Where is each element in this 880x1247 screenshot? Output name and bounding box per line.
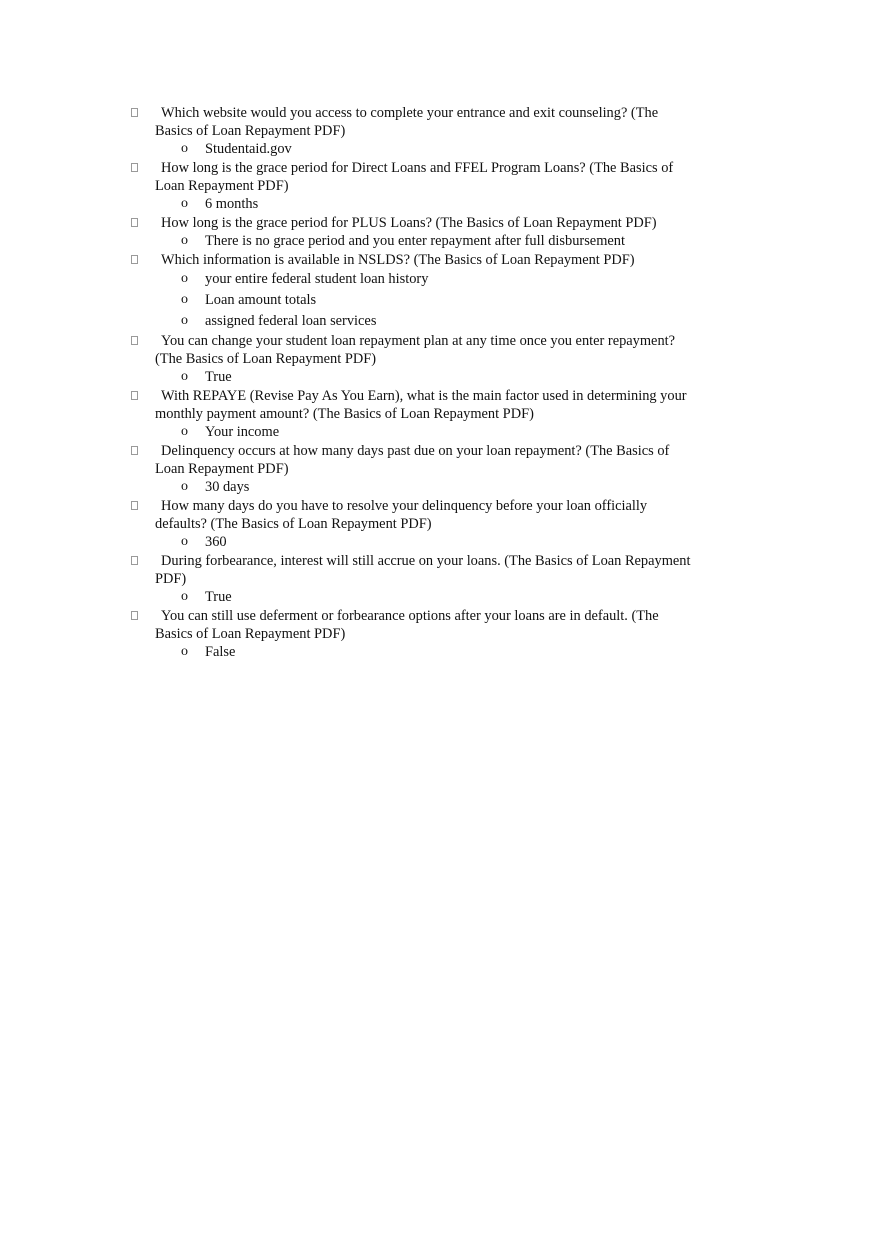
answer-item: [131, 140, 691, 158]
question-item: [131, 442, 691, 496]
question-item: [131, 104, 691, 158]
question-item: [131, 332, 691, 386]
answer-item: [131, 311, 691, 331]
answer-text: True: [205, 589, 232, 605]
answer-item: [131, 423, 691, 441]
answer-list: [131, 368, 691, 386]
answer-item: [131, 195, 691, 213]
checkbox-bullet-icon: [131, 556, 138, 565]
question-text: During forbearance, interest will still accrue on your loans. (The Basics of Loan Repayment PDF): [155, 553, 691, 587]
answer-text: assigned federal loan services: [205, 313, 377, 329]
answer-list: [131, 140, 691, 158]
question-text: How long is the grace period for PLUS Loans? (The Basics of Loan Repayment PDF): [161, 215, 657, 231]
question-text: You can still use deferment or forbearance options after your loans are in default. (The Basics of Loan Repayment PDF): [155, 608, 659, 642]
circle-bullet-icon: o: [181, 424, 188, 439]
checkbox-bullet-icon: [131, 391, 138, 400]
question: [131, 214, 691, 232]
circle-bullet-icon: o: [181, 534, 188, 549]
answer-text: There is no grace period and you enter repayment after full disbursement: [205, 233, 625, 249]
circle-bullet-icon: o: [181, 271, 188, 286]
question-text: How long is the grace period for Direct Loans and FFEL Program Loans? (The Basics of Loan Repayment PDF): [155, 160, 674, 194]
checkbox-bullet-icon: [131, 163, 138, 172]
circle-bullet-icon: o: [181, 313, 188, 328]
answer-item: [131, 643, 691, 661]
question-list: [131, 104, 691, 662]
question: [131, 497, 691, 533]
question-text: With REPAYE (Revise Pay As You Earn), what is the main factor used in determining your monthly payment amount? (The Basics of Loan Repayment PDF): [155, 388, 687, 422]
circle-bullet-icon: o: [181, 196, 188, 211]
circle-bullet-icon: o: [181, 589, 188, 604]
answer-list: [131, 232, 691, 250]
answer-item: [131, 588, 691, 606]
circle-bullet-icon: o: [181, 233, 188, 248]
question: [131, 332, 691, 368]
answer-list: [131, 478, 691, 496]
question: [131, 552, 691, 588]
answer-list: [131, 269, 691, 331]
checkbox-bullet-icon: [131, 611, 138, 620]
answer-text: Your income: [205, 424, 280, 440]
checkbox-bullet-icon: [131, 336, 138, 345]
answer-item: [131, 232, 691, 250]
question: [131, 442, 691, 478]
question-text: Which website would you access to complete your entrance and exit counseling? (The Basics of Loan Repayment PDF): [155, 105, 659, 139]
answer-list: [131, 643, 691, 661]
circle-bullet-icon: o: [181, 369, 188, 384]
question-text: Delinquency occurs at how many days past due on your loan repayment? (The Basics of Loan Repayment PDF): [155, 443, 670, 477]
answer-list: [131, 588, 691, 606]
circle-bullet-icon: o: [181, 141, 188, 156]
circle-bullet-icon: o: [181, 644, 188, 659]
question: [131, 251, 691, 269]
question: [131, 387, 691, 423]
answer-text: False: [205, 644, 236, 660]
question: [131, 104, 691, 140]
answer-text: 6 months: [205, 196, 259, 212]
checkbox-bullet-icon: [131, 501, 138, 510]
answer-text: 30 days: [205, 479, 250, 495]
checkbox-bullet-icon: [131, 446, 138, 455]
question-item: [131, 552, 691, 606]
checkbox-bullet-icon: [131, 218, 138, 227]
question: [131, 159, 691, 195]
answer-list: [131, 533, 691, 551]
checkbox-bullet-icon: [131, 255, 138, 264]
answer-item: [131, 269, 691, 289]
answer-text: Loan amount totals: [205, 292, 317, 308]
circle-bullet-icon: o: [181, 292, 188, 307]
question-text: How many days do you have to resolve your delinquency before your loan officially defaults? (The Basics of Loan Repayment PDF): [155, 498, 648, 532]
question-text: You can change your student loan repayment plan at any time once you enter repayment? (The Basics of Loan Repayment PDF): [155, 333, 676, 367]
answer-item: [131, 533, 691, 551]
circle-bullet-icon: o: [181, 479, 188, 494]
question-item: [131, 214, 691, 250]
answer-text: your entire federal student loan history: [205, 271, 429, 287]
answer-list: [131, 195, 691, 213]
question-item: [131, 607, 691, 661]
answer-list: [131, 423, 691, 441]
answer-text: 360: [205, 534, 227, 550]
answer-text: Studentaid.gov: [205, 141, 292, 157]
answer-text: True: [205, 369, 232, 385]
answer-item: [131, 368, 691, 386]
question-item: [131, 159, 691, 213]
answer-item: [131, 290, 691, 310]
question-item: [131, 251, 691, 331]
checkbox-bullet-icon: [131, 108, 138, 117]
answer-item: [131, 478, 691, 496]
question-item: [131, 497, 691, 551]
question-item: [131, 387, 691, 441]
question: [131, 607, 691, 643]
question-text: Which information is available in NSLDS? (The Basics of Loan Repayment PDF): [161, 252, 635, 268]
